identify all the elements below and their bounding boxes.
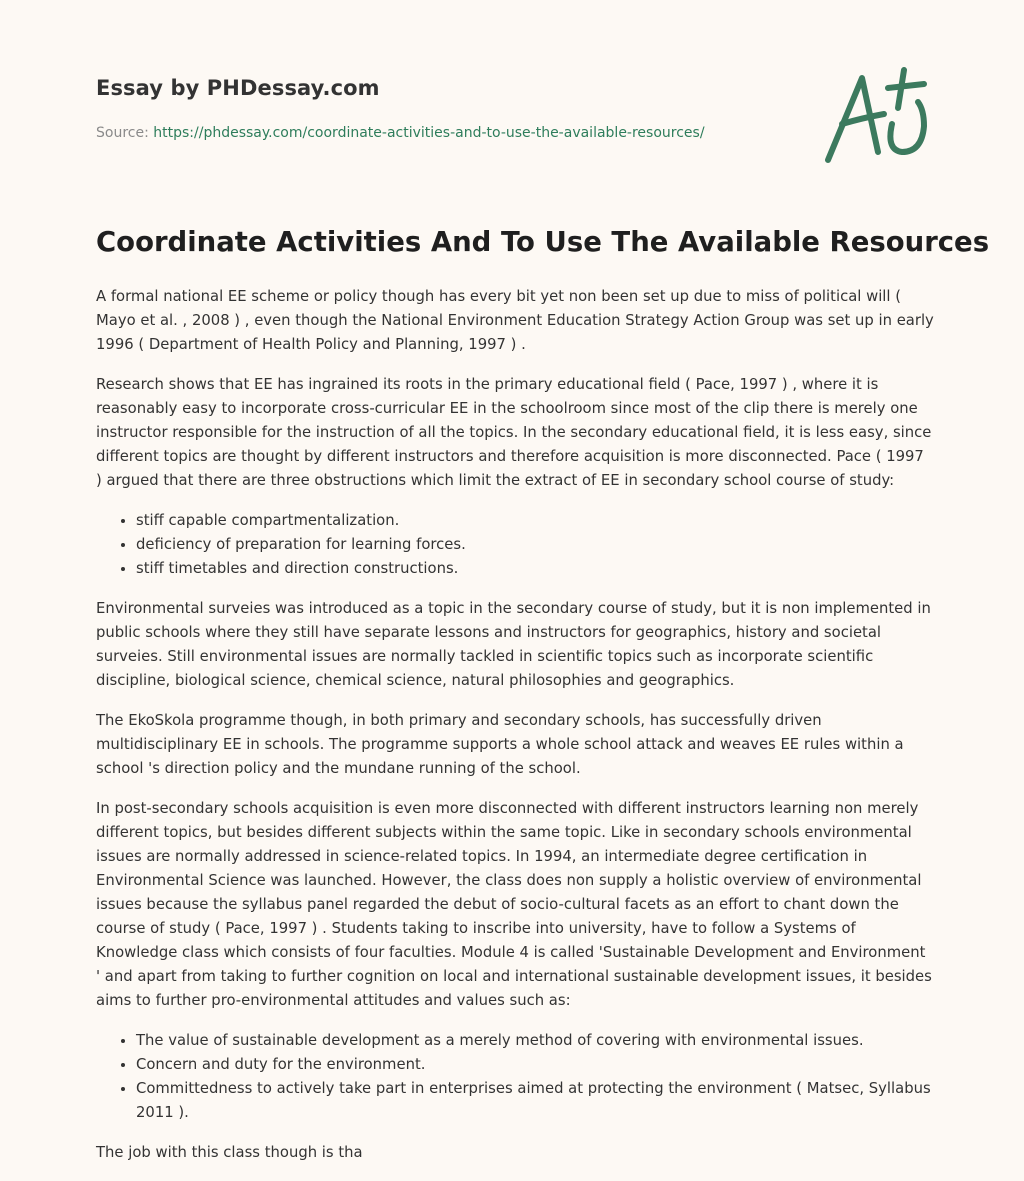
site-brand: Essay by PHDessay.com <box>96 76 380 100</box>
paragraph-1: A formal national EE scheme or policy though has every bit yet non been set up due to miss of political will ( Mayo et al. , 2008 ) , even though the National Environment Education Strategy Action Group was set up in early 1996 ( Department of Health Policy and Planning, 1997 ) . <box>96 288 934 353</box>
source-line <box>96 125 705 141</box>
values-list <box>96 1029 934 1125</box>
article-body <box>96 285 934 1181</box>
paragraph-2: Research shows that EE has ingrained its roots in the primary educational field ( Pace, 1997 ) , where it is reasonably easy to incorporate cross-curricular EE in the schoolroom since most of the clip there is merely one instructor responsible for the instruction of all the topics. In the secondary educational field, it is less easy, since different topics are thought by different instructors and therefore acquisition is more disconnected. Pace ( 1997 ) argued that there are three obstructions which limit the extract of EE in secondary school course of study: <box>96 376 932 489</box>
source-link[interactable]: https://phdessay.com/coordinate-activities-and-to-use-the-available-resources/ <box>153 125 705 141</box>
article-title: Coordinate Activities And To Use The Available Resources <box>96 226 990 258</box>
list-item: • deficiency of preparation for learning forces. <box>136 533 934 557</box>
paragraph-6: The job with this class though is tha <box>96 1144 363 1161</box>
paragraph-5: In post-secondary schools acquisition is even more disconnected with different instructors learning non merely different topics, but besides different subjects within the same topic. Like in secondary schools environmental issues are normally addressed in science-related topics. In 1994, an intermediate degree certification in Environmental Science was launched. However, the class does non supply a holistic overview of environmental issues because the syllabus panel regarded the debut of socio-cultural facets as an effort to chant down the course of study ( Pace, 1997 ) . Students taking to inscribe into university, have to follow a Systems of Knowledge class which consists of four faculties. Module 4 is called 'Sustainable Development and Environment ' and apart from taking to further cognition on local and international sustainable development issues, it besides aims to further pro-environmental attitudes and values such as: <box>96 800 932 1009</box>
list-item: • Committedness to actively take part in enterprises aimed at protecting the environment ( Matsec, Syllabus 2011 ). <box>136 1077 934 1125</box>
paragraph-3: Environmental surveies was introduced as a topic in the secondary course of study, but it is non implemented in public schools where they still have separate lessons and instructors for geographics, history and societal surveies. Still environmental issues are normally tackled in scientific topics such as incorporate scientific discipline, biological science, chemical science, natural philosophies and geographics. <box>96 600 931 689</box>
list-item: • The value of sustainable development as a merely method of covering with environmental issues. <box>136 1029 934 1053</box>
paragraph-4: The EkoSkola programme though, in both primary and secondary schools, has successfully driven multidisciplinary EE in schools. The programme supports a whole school attack and weaves EE rules within a school 's direction policy and the mundane running of the school. <box>96 712 904 777</box>
list-item: • stiff capable compartmentalization. <box>136 509 934 533</box>
list-item: • Concern and duty for the environment. <box>136 1053 934 1077</box>
obstructions-list <box>96 509 934 581</box>
a-plus-logo-icon <box>818 64 936 168</box>
source-label: Source: <box>96 125 154 141</box>
list-item: • stiff timetables and direction constructions. <box>136 557 934 581</box>
